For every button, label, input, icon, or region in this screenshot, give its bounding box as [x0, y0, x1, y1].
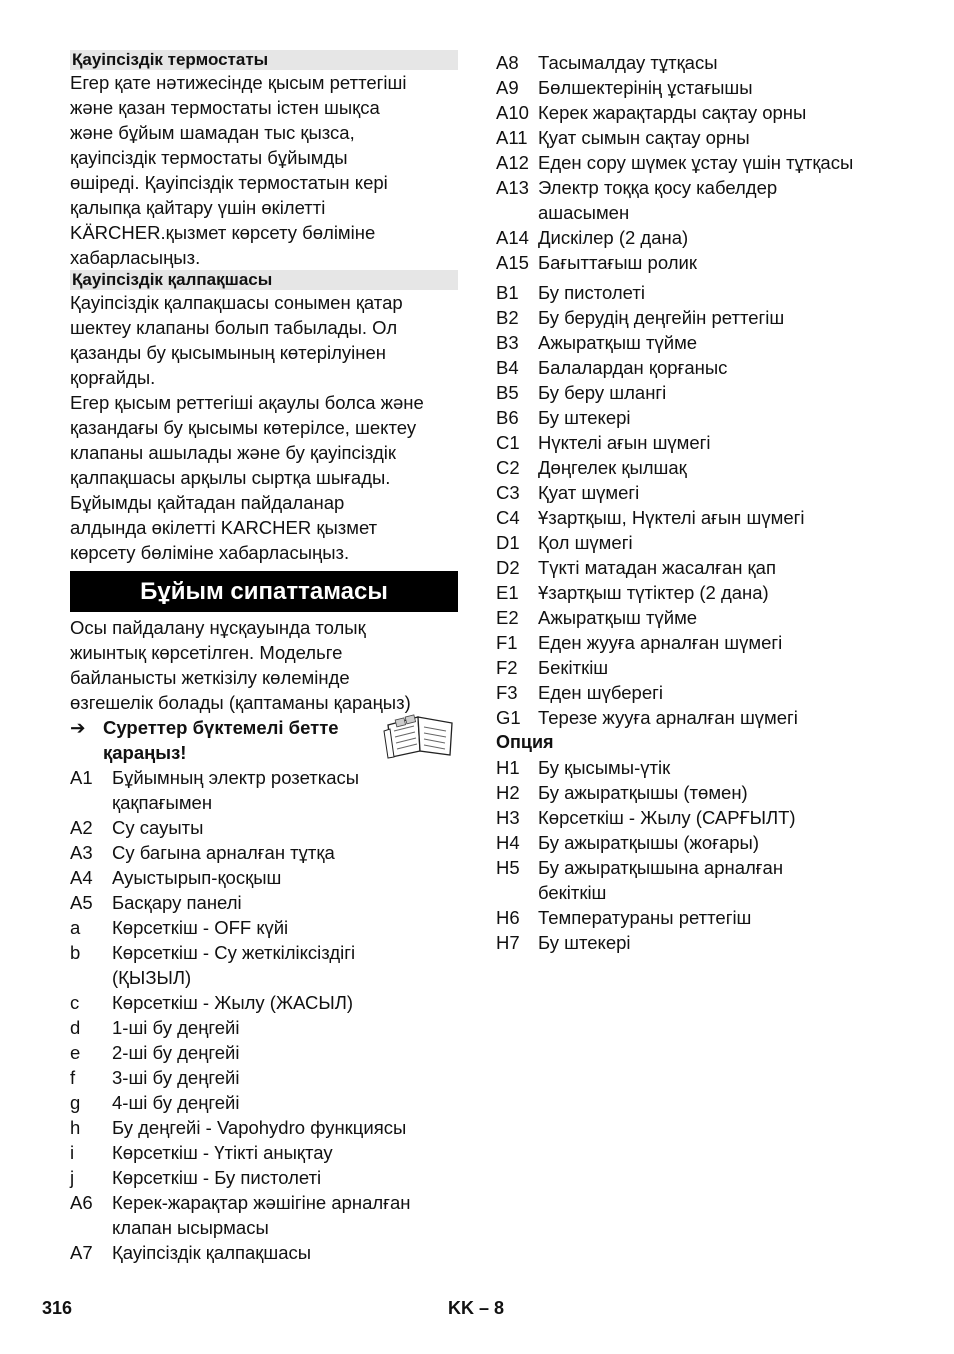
item-label-line: Дискілер (2 дана) [538, 227, 689, 248]
item-label [538, 905, 906, 930]
list-item [70, 1065, 458, 1090]
item-key: f [70, 1067, 76, 1088]
list-item [496, 100, 906, 125]
item-label [538, 305, 906, 330]
item-key: H7 [496, 932, 520, 953]
text-line: өшіреді. Қауіпсіздік термостатын кері [70, 172, 388, 193]
item-key: D2 [496, 557, 520, 578]
list-item [496, 250, 906, 275]
list-item [496, 655, 906, 680]
item-key: B3 [496, 332, 519, 353]
item-label [538, 655, 906, 680]
item-key: B2 [496, 307, 519, 328]
text-line: Қауіпсіздік қалпақшасы сонымен қатар [70, 292, 403, 313]
item-label-line: Қуат шүмегі [538, 482, 640, 503]
list-item [496, 280, 906, 305]
item-key: B4 [496, 357, 519, 378]
item-key: d [70, 1017, 81, 1038]
item-label [538, 250, 906, 275]
item-label-line: Бұйымның электр розеткасы [112, 767, 360, 788]
text-line: жиынтық көрсетілген. Модельге [70, 642, 343, 663]
item-label-line: Түкті матадан жасалған қап [538, 557, 776, 578]
item-label-line: Қуат сымын сақтау орны [538, 127, 750, 148]
item-label [112, 1090, 458, 1115]
item-label-line: 4-ші бу деңгейі [112, 1092, 240, 1113]
item-label-line: Тасымалдау тұтқасы [538, 52, 718, 73]
list-item [70, 1165, 458, 1190]
item-label-line: 1-ші бу деңгейі [112, 1017, 240, 1038]
list-item [70, 865, 458, 890]
item-key: F2 [496, 657, 518, 678]
list-item [70, 1190, 458, 1240]
text-line: және бұйым шамадан тыс қызса, [70, 122, 355, 143]
list-item [496, 505, 906, 530]
safety-cap-heading: Қауіпсіздік қалпақшасы [70, 270, 458, 290]
item-label [538, 630, 906, 655]
item-key: G1 [496, 707, 521, 728]
item-label-line: Бу берудің деңгейін реттегіш [538, 307, 785, 328]
item-key: A3 [70, 842, 93, 863]
list-item [496, 780, 906, 805]
text-line: хабарласыңыз. [70, 247, 201, 268]
item-label-line: Көрсеткіш - Жылу (САРҒЫЛТ) [538, 807, 796, 828]
item-label-line: Көрсеткіш - Үтікті анықтау [112, 1142, 333, 1163]
item-label-line: Ажыратқыш түйме [538, 607, 698, 628]
item-key: F3 [496, 682, 518, 703]
item-label-line: Еден сору шүмек ұстау үшін тұтқасы [538, 152, 854, 173]
parts-list-h [496, 755, 906, 955]
list-item [70, 1240, 458, 1265]
item-label [538, 75, 906, 100]
item-label [538, 100, 906, 125]
item-key: C1 [496, 432, 520, 453]
item-key: g [70, 1092, 81, 1113]
section-heading: Бұйым сипаттамасы [70, 571, 458, 612]
item-key: j [70, 1167, 75, 1188]
text-line: шектеу клапаны болып табылады. Ол [70, 317, 398, 338]
item-label [112, 765, 458, 815]
item-label [538, 175, 906, 225]
item-key: A7 [70, 1242, 93, 1263]
text-line: Бұйымды қайтадан пайдаланар [70, 492, 345, 513]
item-key: H1 [496, 757, 520, 778]
parts-list-b [496, 280, 906, 730]
list-item [496, 50, 906, 75]
item-label-line: Дөңгелек қылшақ [538, 457, 687, 478]
item-label [538, 605, 906, 630]
item-key: i [70, 1142, 75, 1163]
item-label-line: Бөлшектерінің ұстағышы [538, 77, 753, 98]
arrow-icon: ➔ [70, 717, 86, 738]
item-key: C4 [496, 507, 520, 528]
list-item [496, 580, 906, 605]
item-key: A11 [496, 127, 528, 148]
item-label-line: (ҚЫЗЫЛ) [112, 967, 192, 988]
list-item [496, 855, 906, 905]
item-label [112, 840, 458, 865]
item-label-line: Нүктелі ағын шүмегі [538, 432, 711, 453]
item-label [538, 355, 906, 380]
item-label [538, 855, 906, 905]
item-key: A2 [70, 817, 93, 838]
item-key: D1 [496, 532, 520, 553]
text-line: және қазан термостаты істен шықса [70, 97, 380, 118]
item-label-line: Басқару панелі [112, 892, 242, 913]
text-line: Егер қате нәтижесінде қысым реттегіші [70, 72, 407, 93]
item-label-line: Ажыратқыш түйме [538, 332, 698, 353]
right-column [496, 50, 906, 955]
list-item [496, 305, 906, 330]
item-label-line: 2-ші бу деңгейі [112, 1042, 240, 1063]
item-label [538, 530, 906, 555]
item-key: F1 [496, 632, 518, 653]
text-line: көрсету бөліміне хабарласыңыз. [70, 542, 350, 563]
item-label-line: Еден шүберегі [538, 682, 663, 703]
item-label [112, 1065, 458, 1090]
list-item [496, 380, 906, 405]
text-line: байланысты жеткізілу көлемінде [70, 667, 350, 688]
list-item [70, 890, 458, 915]
list-item [70, 1015, 458, 1040]
item-label-line: Бу ажыратқышы (төмен) [538, 782, 748, 803]
item-label-line: Бағыттағыш ролик [538, 252, 697, 273]
text-line: KÄRCHER.қызмет көрсету бөліміне [70, 222, 376, 243]
item-label [112, 1190, 458, 1240]
text-line: алдында өкілетті KARCHER қызмет [70, 517, 378, 538]
item-label [112, 990, 458, 1015]
list-item [496, 225, 906, 250]
list-item [70, 990, 458, 1015]
item-label-line: Бу деңгейі - Vapohydro функциясы [112, 1117, 407, 1138]
text-line: өзгешелік болады (қаптаманы қараңыз) [70, 692, 411, 713]
item-key: H4 [496, 832, 520, 853]
item-label [112, 1165, 458, 1190]
list-item [496, 680, 906, 705]
item-key: A12 [496, 152, 529, 173]
safety-cap-text-1 [70, 290, 458, 390]
item-label-line: Ұзартқыш, Нүктелі ағын шүмегі [538, 507, 805, 528]
text-line: Егер қысым реттегіші ақаулы болса және [70, 392, 424, 413]
item-label-line: Терезе жууға арналған шүмегі [538, 707, 798, 728]
item-label [112, 1015, 458, 1040]
item-label [538, 830, 906, 855]
item-label-line: Бу ажыратқышы (жоғары) [538, 832, 760, 853]
list-item [70, 815, 458, 840]
list-item [496, 530, 906, 555]
item-label-line: клапан ысырмасы [112, 1217, 269, 1238]
list-item [496, 805, 906, 830]
item-label [538, 125, 906, 150]
item-label-line: Көрсеткіш - Су жеткіліксіздігі [112, 942, 356, 963]
item-label-line: Керек-жарақтар жәшігіне арналған [112, 1192, 411, 1213]
list-item [496, 455, 906, 480]
item-label [538, 705, 906, 730]
item-label-line: Температураны реттегіш [538, 907, 752, 928]
list-item [496, 705, 906, 730]
item-label [538, 430, 906, 455]
list-item [496, 755, 906, 780]
item-label [112, 815, 458, 840]
item-label-line: Ауыстырып-қосқыш [112, 867, 282, 888]
safety-cap-text-2 [70, 390, 458, 565]
item-label-line: Бу қысымы-үтік [538, 757, 671, 778]
list-item [496, 480, 906, 505]
item-label [538, 555, 906, 580]
item-label-line: Бу штекері [538, 407, 631, 428]
item-label [112, 940, 458, 990]
item-label-line: Бу беру шлангі [538, 382, 667, 403]
item-key: B5 [496, 382, 519, 403]
list-item [496, 905, 906, 930]
list-item [70, 915, 458, 940]
text-line: Суреттер бүктемелі бетте [103, 717, 339, 738]
item-label [538, 780, 906, 805]
item-key: b [70, 942, 81, 963]
text-line: қорғайды. [70, 367, 156, 388]
list-item [496, 430, 906, 455]
item-label [538, 150, 906, 175]
item-label [538, 455, 906, 480]
option-label: Опция [496, 732, 554, 752]
item-label-line: 3-ші бу деңгейі [112, 1067, 240, 1088]
item-label-line: Көрсеткіш - OFF күйі [112, 917, 289, 938]
item-label [538, 405, 906, 430]
item-label-line: Ұзартқыш түтіктер (2 дана) [538, 582, 769, 603]
item-label-line: бекіткіш [538, 882, 607, 903]
item-label-line: Қол шүмегі [538, 532, 633, 553]
text-line: қалыпқа қайтару үшін өкілетті [70, 197, 326, 218]
item-key: A13 [496, 177, 529, 198]
text-line: қалпақшасы арқылы сыртқа шығады. [70, 467, 391, 488]
item-label [538, 330, 906, 355]
item-key: H3 [496, 807, 520, 828]
list-item [70, 1115, 458, 1140]
item-label-line: Көрсеткіш - Бу пистолеті [112, 1167, 322, 1188]
item-key: A4 [70, 867, 93, 888]
parts-list-a [496, 50, 906, 275]
item-key: A8 [496, 52, 519, 73]
item-label [538, 805, 906, 830]
item-label-line: Қауіпсіздік қалпақшасы [112, 1242, 312, 1263]
parts-list-left [70, 765, 458, 1265]
list-item [496, 125, 906, 150]
item-label [538, 930, 906, 955]
item-label-line: Керек жарақтарды сақтау орны [538, 102, 807, 123]
item-label [538, 755, 906, 780]
item-key: B6 [496, 407, 519, 428]
list-item [70, 1040, 458, 1065]
list-item [70, 1140, 458, 1165]
item-key: H5 [496, 857, 520, 878]
item-key: a [70, 917, 81, 938]
item-key: A1 [70, 767, 93, 788]
item-key: e [70, 1042, 81, 1063]
item-label-line: Электр тоққа қосу кабелдер [538, 177, 778, 198]
item-label-line: ашасымен [538, 202, 630, 223]
list-item [70, 840, 458, 865]
list-item [496, 830, 906, 855]
item-label-line: Көрсеткіш - Жылу (ЖАСЫЛ) [112, 992, 354, 1013]
item-key: H2 [496, 782, 520, 803]
item-label [112, 890, 458, 915]
list-item [496, 75, 906, 100]
thermostat-text [70, 70, 458, 270]
list-item [496, 630, 906, 655]
list-item [70, 765, 458, 815]
item-key: A14 [496, 227, 529, 248]
item-label-line: Су багына арналған тұтқа [112, 842, 335, 863]
text-line: қазанды бу қысымының көтерілуінен [70, 342, 387, 363]
thermostat-heading: Қауіпсіздік термостаты [70, 50, 458, 70]
page-code: KK – 8 [448, 1298, 505, 1318]
list-item [496, 930, 906, 955]
item-label-line: Балалардан қорғаныс [538, 357, 728, 378]
list-item [70, 940, 458, 990]
item-label [112, 915, 458, 940]
item-label [538, 680, 906, 705]
item-key: E2 [496, 607, 519, 628]
item-label-line: Бу ажыратқышына арналған [538, 857, 784, 878]
item-label [538, 380, 906, 405]
left-column [70, 50, 458, 1265]
list-item [496, 605, 906, 630]
item-label-line: Еден жууға арналған шүмегі [538, 632, 783, 653]
item-label [112, 1040, 458, 1065]
list-item [496, 555, 906, 580]
item-label-line: Бу штекері [538, 932, 631, 953]
item-label [538, 225, 906, 250]
item-key: A10 [496, 102, 529, 123]
text-line: қазандағы бу қысымы көтерілсе, шектеу [70, 417, 417, 438]
item-label-line: Бу пистолеті [538, 282, 645, 303]
list-item [496, 150, 906, 175]
open-book-icon [382, 711, 458, 759]
text-line: қауіпсіздік термостаты бұйымды [70, 147, 348, 168]
item-key: h [70, 1117, 81, 1138]
item-key: C2 [496, 457, 520, 478]
intro-text [70, 615, 458, 715]
item-label [112, 1115, 458, 1140]
item-key: A6 [70, 1192, 93, 1213]
item-label [112, 1140, 458, 1165]
item-label [538, 280, 906, 305]
item-label-line: қақпағымен [112, 792, 213, 813]
text-line: қараңыз! [103, 742, 187, 763]
item-key: A15 [496, 252, 529, 273]
figure-note-text [103, 715, 373, 765]
list-item [70, 1090, 458, 1115]
list-item [496, 175, 906, 225]
item-label [538, 50, 906, 75]
list-item [496, 405, 906, 430]
item-key: H6 [496, 907, 520, 928]
item-key: A5 [70, 892, 93, 913]
list-item [496, 330, 906, 355]
text-line: клапаны ашылады және бу қауіпсіздік [70, 442, 396, 463]
item-key: B1 [496, 282, 519, 303]
list-item [496, 355, 906, 380]
item-key: E1 [496, 582, 519, 603]
item-key: A9 [496, 77, 519, 98]
item-label [538, 480, 906, 505]
item-key: C3 [496, 482, 520, 503]
figure-note [70, 715, 458, 765]
page-number: 316 [42, 1298, 73, 1318]
item-key: c [70, 992, 80, 1013]
text-line: Осы пайдалану нұсқауында толық [70, 617, 366, 638]
item-label-line: Су сауыты [112, 817, 204, 838]
item-label-line: Бекіткіш [538, 657, 609, 678]
item-label [538, 505, 906, 530]
item-label [538, 580, 906, 605]
item-label [112, 865, 458, 890]
item-label [112, 1240, 458, 1265]
